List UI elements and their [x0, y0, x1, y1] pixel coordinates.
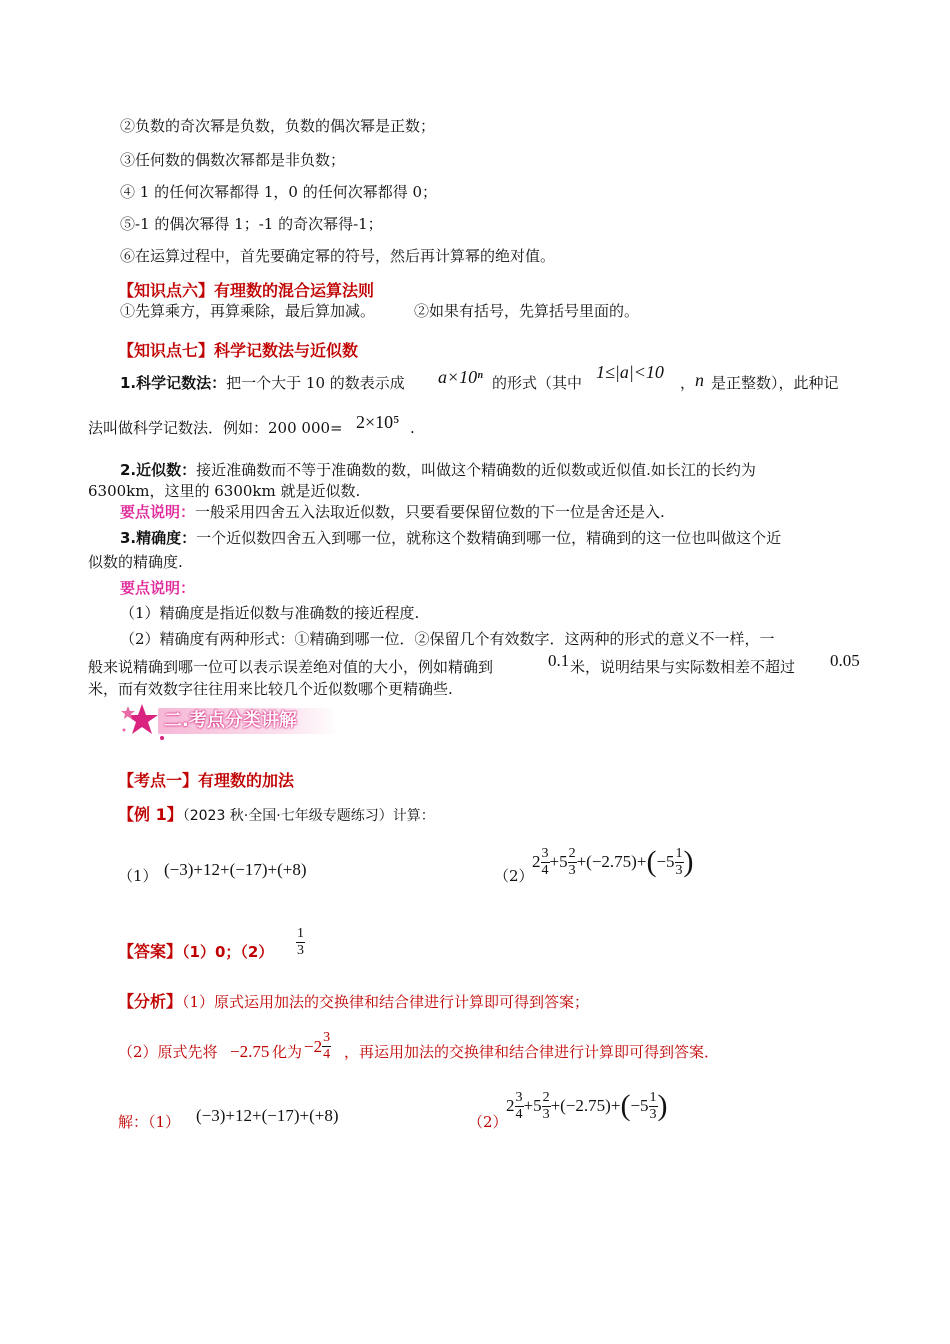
example-label: 【例 1】: [118, 805, 183, 824]
precision-line: [120, 528, 781, 548]
approx-text-2: 6300km，这里的 6300km 就是近似数.: [88, 482, 361, 500]
answer-fraction: $\frac{1}{3}$: [297, 926, 304, 958]
sci-condition: 1≤|a|<10: [596, 362, 664, 382]
approx-line: [120, 460, 756, 480]
analysis-line-1: [118, 992, 589, 1012]
precision-text-2: 似数的精确度.: [88, 553, 183, 571]
power-rule-5: ⑤-1 的偶次幂得 1；-1 的奇次幂得-1；: [120, 215, 383, 233]
note-line: [120, 502, 665, 522]
q2-expression: 2 $\frac{3}{4}$ +5 $\frac{2}{3}$ +(−2.75)+ ( −5 $\frac{1}{3}$ ): [532, 845, 694, 878]
approx-label: 2.近似数：: [120, 461, 197, 479]
sol-q2-label: （2）: [468, 1113, 508, 1131]
power-rule-4: ④ 1 的任何次幂都得 1，0 的任何次幂都得 0；: [120, 183, 438, 201]
answer-line: [118, 942, 273, 962]
note2-item-2-b: 般来说精确到哪一位可以表示误差绝对值的大小，例如精确到: [88, 658, 494, 676]
q1-label: （1）: [118, 867, 158, 885]
analysis-text-2a: （2）原式先将: [118, 1043, 218, 1061]
analysis-text-2c: ，再运用加法的交换律和结合律进行计算即可得到答案．: [344, 1043, 720, 1061]
note2-label: 要点说明：: [120, 579, 196, 597]
note2-item-2: （2）精确度有两种形式：①精确到哪一位．②保留几个有效数字．这两种的形式的意义不一样，一: [120, 630, 775, 648]
answer-label: 【答案】: [118, 942, 183, 961]
example-line: [118, 805, 435, 826]
banner-text: 二.考点分类讲解: [164, 710, 297, 731]
precision-text: 一个近似数四舍五入到哪一位，就称这个数精确到哪一位，精确到的这一位也叫做这个近: [196, 529, 782, 547]
kp6-rule-2: ②如果有括号，先算括号里面的。: [414, 302, 640, 320]
kp7-heading: 【知识点七】科学记数法与近似数: [118, 341, 359, 360]
sol-q1-label: （1）: [148, 1113, 181, 1131]
note2-item-1: （1）精确度是指近似数与准确数的接近程度.: [120, 604, 420, 622]
q1-expression: (−3)+12+(−17)+(+8): [164, 860, 307, 879]
value-0-1: 0.1: [548, 651, 570, 670]
approx-text: 接近准确数而不等于准确数的数，叫做这个精确数的近似数或近似值.如长江的长约为: [196, 461, 756, 479]
solution-label: 解：: [118, 1113, 149, 1131]
sci-n: n: [695, 370, 704, 390]
sci-line-2: 法叫做科学记数法．例如：200 000=: [88, 419, 343, 437]
sci-line-2-end: .: [410, 419, 415, 437]
q2-label: （2）: [494, 867, 534, 885]
kp6-heading: 【知识点六】有理数的混合运算法则: [118, 281, 375, 300]
power-rule-6: ⑥在运算过程中，首先要确定幂的符号，然后再计算幂的绝对值。: [120, 247, 556, 265]
power-rule-3: ③任何数的偶数次幂都是非负数；: [120, 151, 346, 169]
sci-notation-line: [120, 373, 405, 393]
analysis-label: 【分析】: [118, 992, 183, 1011]
sci-formula: a×10ⁿ: [438, 367, 483, 387]
sci-text-c: ，: [680, 374, 696, 392]
sci-text-b: 的形式（其中: [492, 374, 583, 392]
analysis-text-2b: 化为: [272, 1043, 303, 1061]
answer-text: （1）0；（2）: [182, 943, 274, 961]
kp6-rule-1: ①先算乘方，再算乘除，最后算加减。: [120, 302, 376, 320]
note-label: 要点说明：: [120, 503, 196, 521]
solution-line: [118, 1112, 180, 1132]
analysis-mixed-number: −2 $\frac{3}{4}$: [304, 1030, 331, 1062]
note2-item-2-c: 米，说明结果与实际数相差不超过: [570, 658, 796, 676]
sci-notation-label: 1.科学记数法：: [120, 374, 227, 392]
kd1-heading: 【考点一】有理数的加法: [118, 771, 295, 790]
analysis-text-1: （1）原式运用加法的交换律和结合律进行计算即可得到答案；: [182, 993, 590, 1011]
star-icon: [118, 700, 168, 742]
note2-item-2-d: 米，而有效数字往往用来比较几个近似数哪个更精确些.: [88, 680, 453, 698]
sol-q1-expression: (−3)+12+(−17)+(+8): [196, 1106, 339, 1125]
analysis-value: −2.75: [230, 1042, 270, 1061]
section-banner: [118, 700, 344, 742]
precision-label: 3.精确度：: [120, 529, 197, 547]
value-0-05: 0.05: [830, 651, 860, 670]
sol-q2-expression: 2 $\frac{3}{4}$ +5 $\frac{2}{3}$ +(−2.75)+ ( −5 $\frac{1}{3}$ ): [506, 1089, 668, 1122]
power-rule-2: ②负数的奇次幂是负数，负数的偶次幂是正数；: [120, 117, 436, 135]
sci-text-a: 把一个大于 10 的数表示成: [226, 374, 405, 392]
note-text: 一般采用四舍五入法取近似数，只要看要保留位数的下一位是舍还是入.: [195, 503, 665, 521]
example-source: （2023 秋·全国·七年级专题练习）计算：: [182, 808, 435, 824]
sci-text-d: 是正整数），此种记: [711, 374, 839, 392]
sci-example: 2×10⁵: [356, 412, 400, 432]
